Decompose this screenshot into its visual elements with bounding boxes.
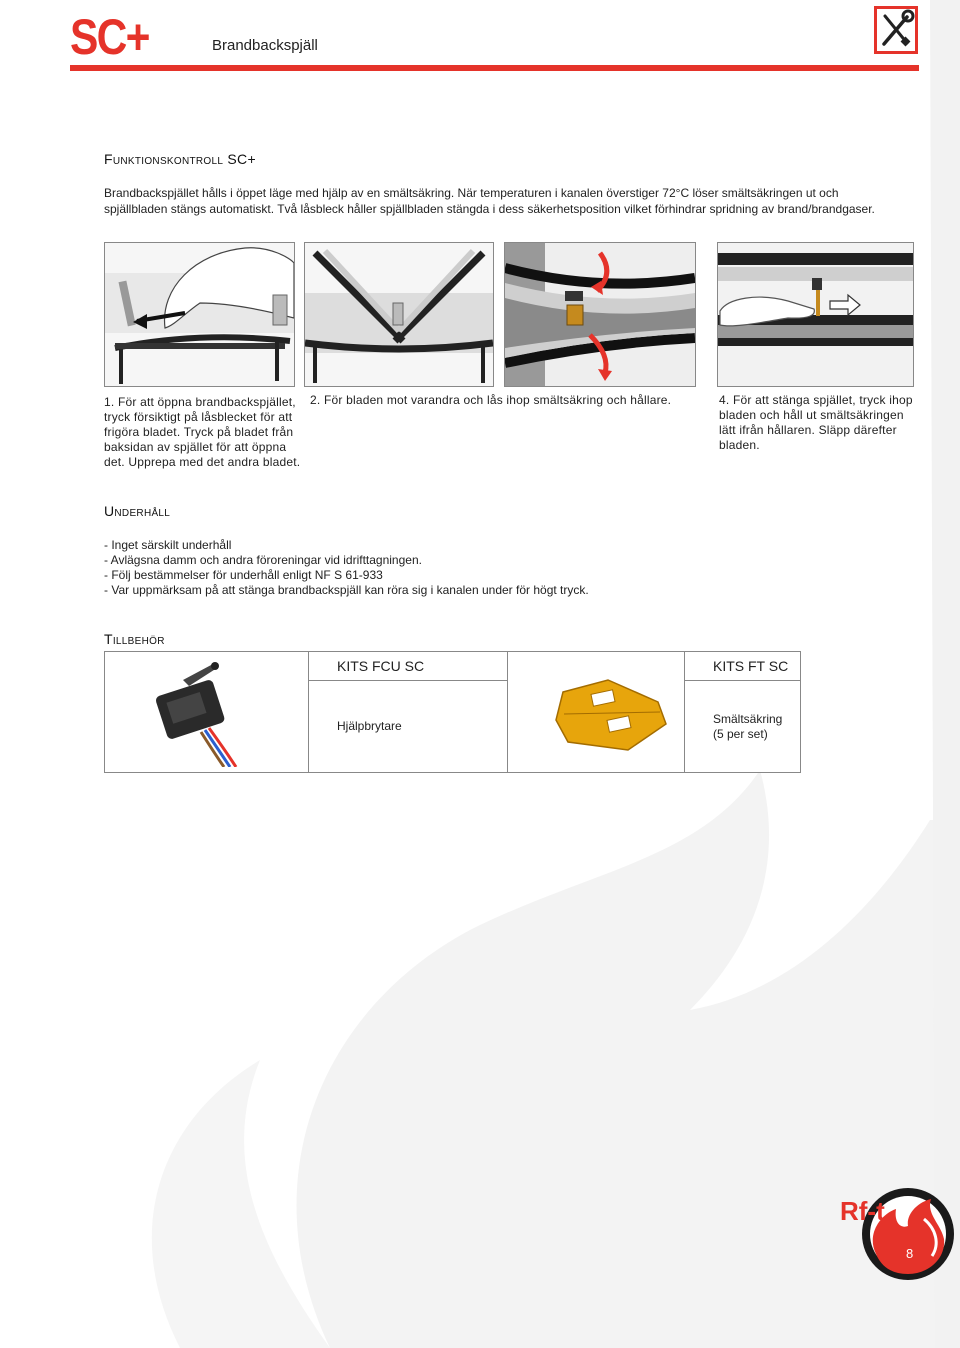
- step-2-caption: 2. För bladen mot varandra och lås ihop smältsäkring och hållare.: [310, 393, 672, 407]
- accessory-description: Hjälpbrytare: [309, 681, 508, 773]
- step-2-photo: [304, 242, 494, 387]
- list-item: - Inget särskilt underhåll: [104, 538, 232, 552]
- accessory-name: KITS FT SC: [685, 652, 801, 681]
- list-item: - Avlägsna damm och andra föroreningar vid idrifttagningen.: [104, 553, 422, 567]
- rft-logo: [836, 1184, 960, 1284]
- step-4-photo: [717, 242, 914, 387]
- header-rule: [70, 65, 919, 71]
- list-item: - Följ bestämmelser för underhåll enligt NF S 61-933: [104, 568, 383, 582]
- accessory-name: KITS FCU SC: [309, 652, 508, 681]
- accessory-description-line: Smältsäkring: [713, 711, 783, 726]
- section-title-accessories: Tillbehör: [104, 631, 165, 647]
- fusible-link-image: [508, 652, 685, 773]
- intro-paragraph: Brandbackspjället hålls i öppet läge med hjälp av en smältsäkring. När temperaturen i kanalen överstiger 72°C löser smältsäkringen ut och spjällbladen stängs automatiskt. Två låsbleck håller spjällbladen stängda i dess säkerhetsposition vilket förhindrar spridning av brand/brandgaser.: [104, 186, 875, 216]
- section-title-function-check: Funktionskontroll SC+: [104, 151, 256, 167]
- step-3-photo: [504, 242, 696, 387]
- step-1-caption: 1. För att öppna brandbackspjället, tryck försiktigt på låsblecket för att frigöra bladet. Tryck på bladet från baksidan av spjället för att öppna det. Upprepa med det andra bladet.: [104, 395, 301, 469]
- accessory-description: [685, 681, 801, 773]
- step-4-caption: 4. För att stänga spjället, tryck ihop bladen och håll ut smältsäkringen lätt ifrån hållaren. Släpp därefter bladen.: [719, 393, 913, 452]
- document-title: Brandbackspjäll: [212, 37, 318, 54]
- sc-plus-logo: SC+: [70, 9, 149, 65]
- page-number: 8: [906, 1246, 914, 1261]
- accessory-description-line: (5 per set): [713, 726, 768, 741]
- rft-brand-text: Rf-t: [840, 1196, 885, 1226]
- maintenance-list: [104, 538, 744, 598]
- microswitch-image: [105, 652, 309, 773]
- step-1-photo: [104, 242, 295, 387]
- accessories-table: [104, 651, 801, 768]
- section-title-maintenance: Underhåll: [104, 503, 171, 519]
- list-item: - Var uppmärksam på att stänga brandbackspjäll kan röra sig i kanalen under för högt tryck.: [104, 583, 589, 597]
- wrench-screwdriver-icon: [874, 6, 918, 54]
